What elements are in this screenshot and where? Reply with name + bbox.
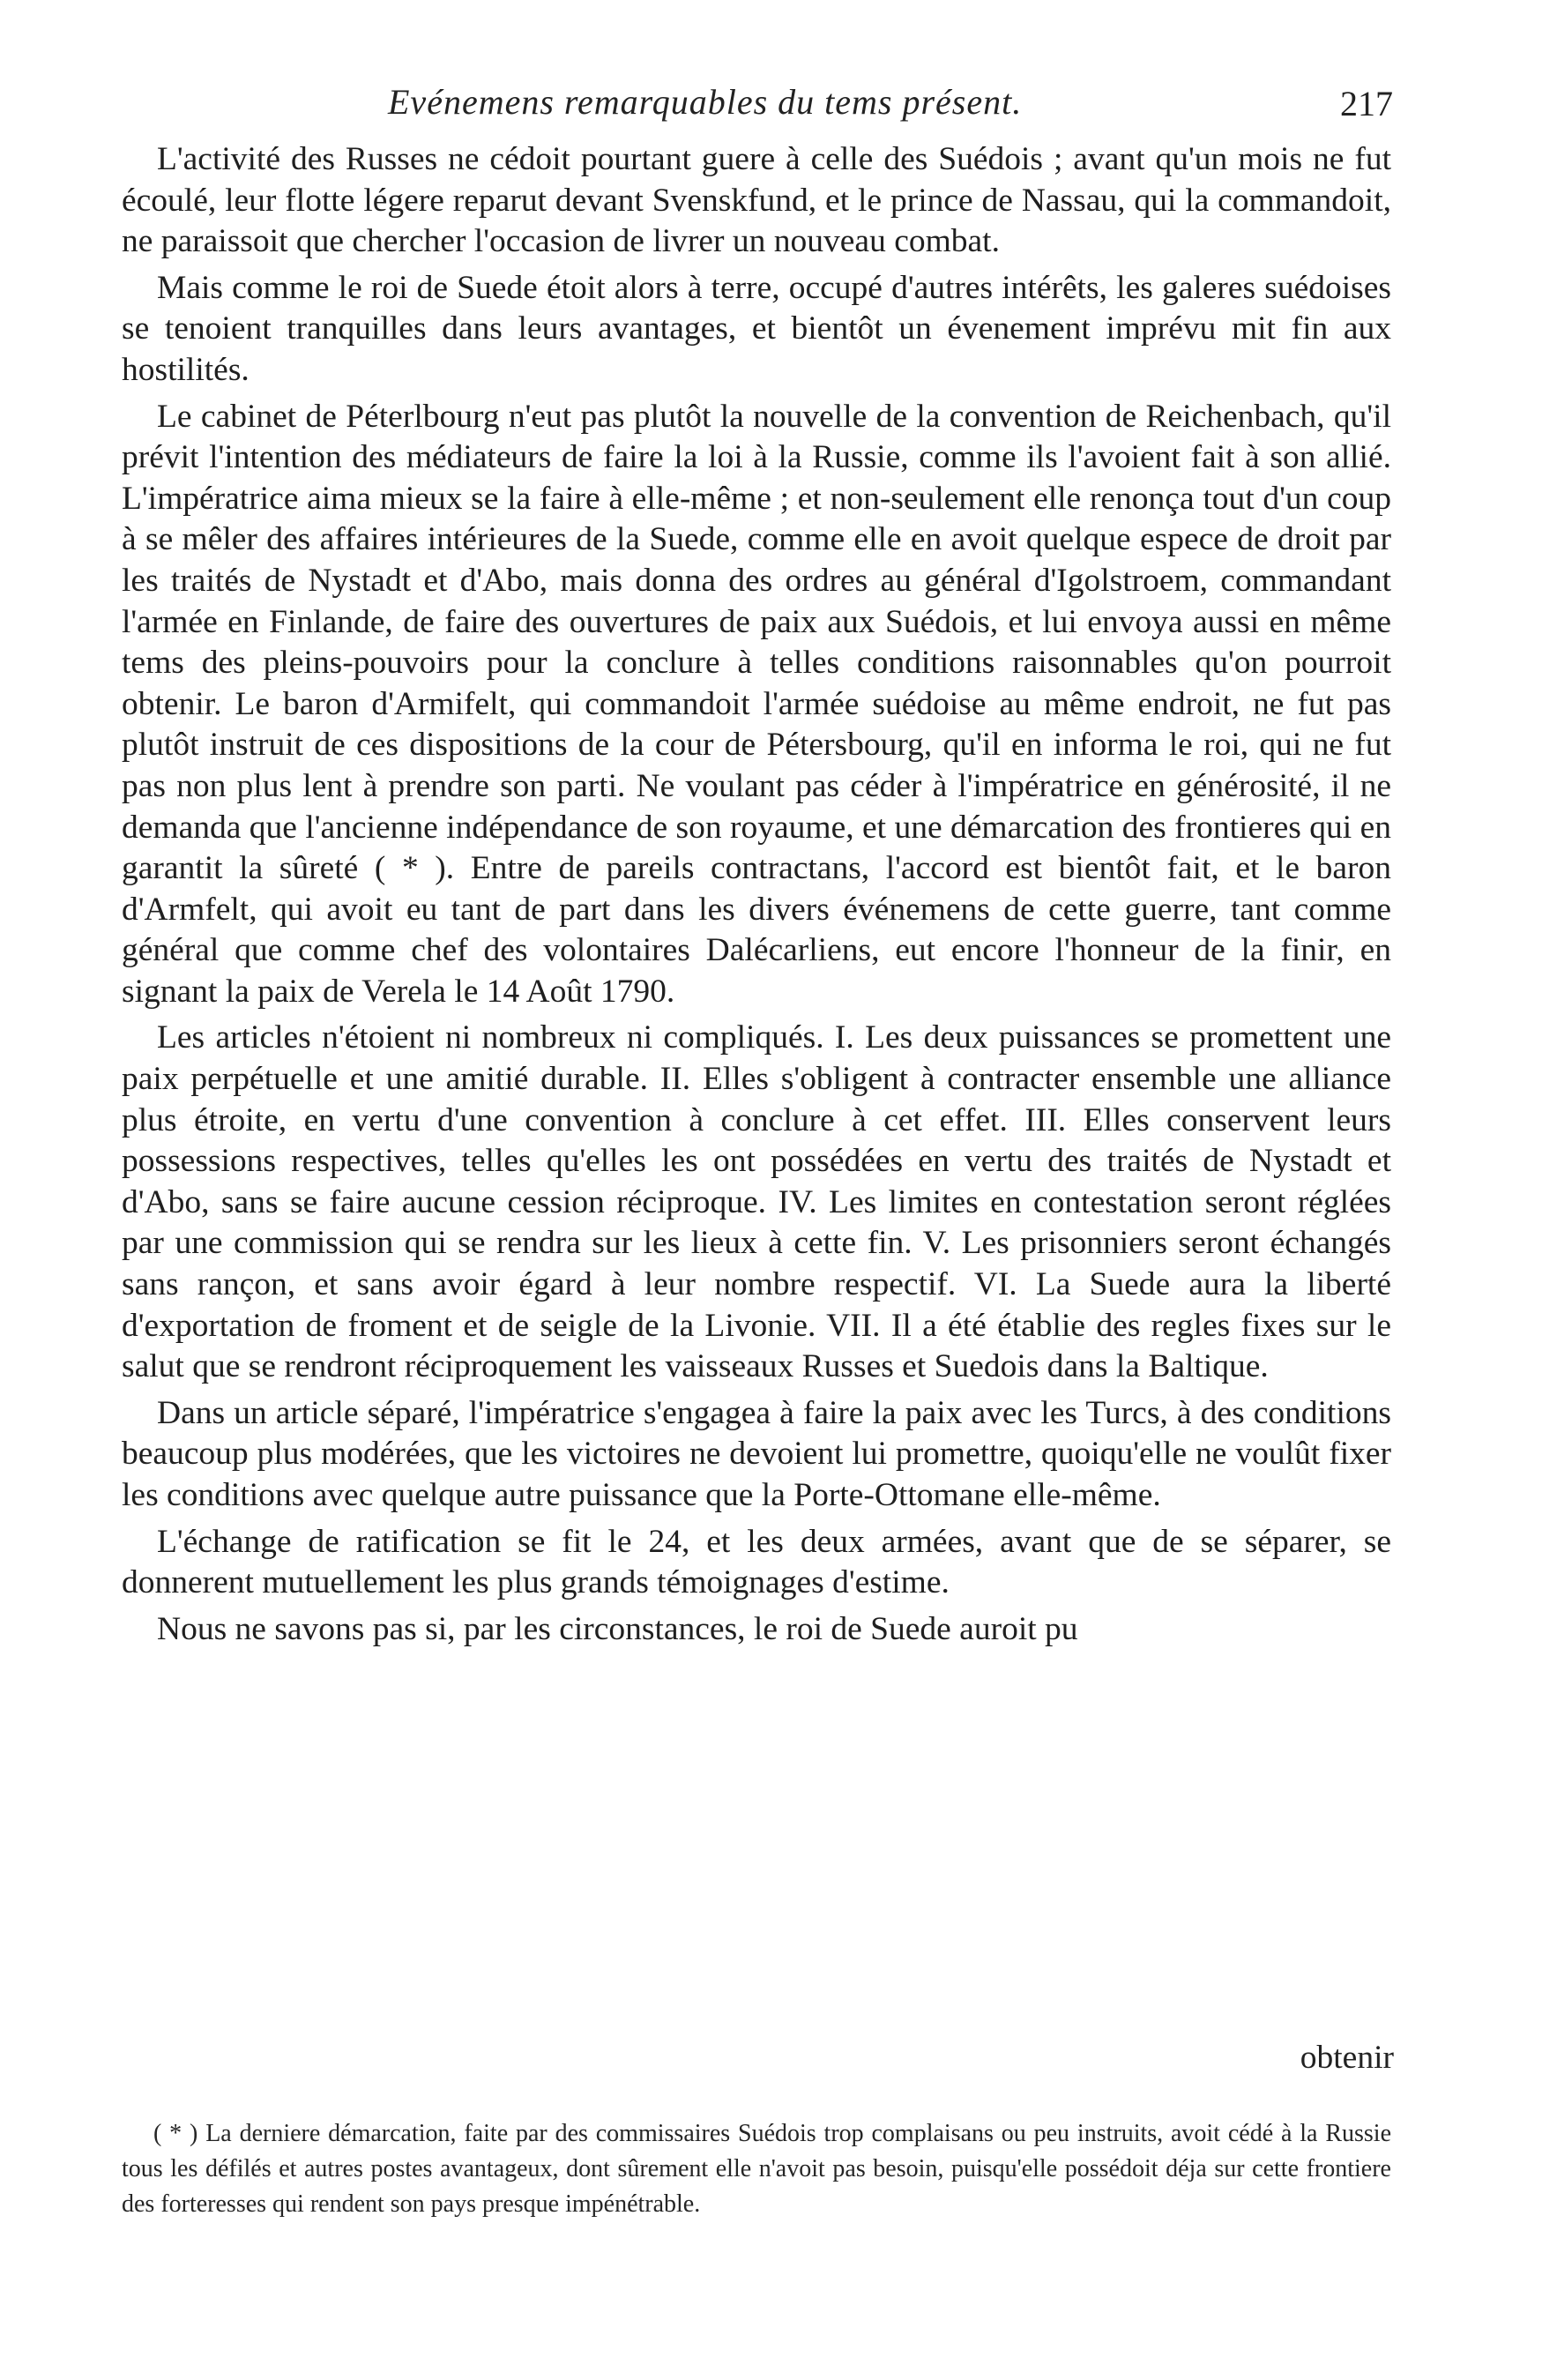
catchword: obtenir <box>1300 2040 1394 2076</box>
paragraph: Le cabinet de Péterlbourg n'eut pas plutôt la nouvelle de la convention de Reichenbach, qu'il prévit l'intention des médiateurs de faire la loi à la Russie, comme ils l'avoient fait à son allié. L'impératrice aima mieux se la faire à elle-même ; et non-seulement elle renonça tout d'un coup à se mêler des affaires intérieures de la Suede, comme elle en avoit quelque espece de droit par les traités de Nystadt et d'Abo, mais donna des ordres au général d'Igolstroem, commandant l'armée en Finlande, de faire des ouvertures de paix aux Suédois, et lui envoya aussi en même tems des pleins-pouvoirs pour la conclure à telles conditions raisonnables qu'on pourroit obtenir. Le baron d'Armifelt, qui commandoit l'armée suédoise au même endroit, ne fut pas plutôt instruit de ces dispositions de la cour de Pétersbourg, qu'il en informa le roi, qui ne fut pas non plus lent à prendre son parti. Ne voulant pas céder à l'impératrice en générosité, il ne demanda que l'ancienne indépendance de son royaume, et une démarcation des frontieres qui en garantit la sûreté ( * ). Entre de pareils contractans, l'accord est bientôt fait, et le baron d'Armfelt, qui avoit eu tant de part dans les divers événemens de cette guerre, tant comme général que comme chef des volontaires Dalécarliens, eut encore l'honneur de la finir, en signant la paix de Verela le 14 Août 1790. <box>122 398 1391 1010</box>
paragraph: Nous ne savons pas si, par les circonstances, le roi de Suede auroit pu <box>157 1610 1078 1647</box>
footnote: ( * ) La derniere démarcation, faite par des commissaires Suédois trop complaisans ou peu instruits, avoit cédé à la Russie tous les défilés et autres postes avantageux, dont sûrement elle n'avoit pas besoin, puisqu'elle possédoit déja sur cette frontiere des forteresses qui rendent son pays presque impénétrable. <box>122 2120 1391 2218</box>
paragraph: Dans un article séparé, l'impératrice s'engagea à faire la paix avec les Turcs, à des conditions beaucoup plus modérées, que les victoires ne devoient lui promettre, quoiqu'elle ne voulût fixer les conditions avec quelque autre puissance que la Porte-Ottomane elle-même. <box>122 1394 1391 1513</box>
paragraph: L'activité des Russes ne cédoit pourtant guere à celle des Suédois ; avant qu'un mois ne fut écoulé, leur flotte légere reparut devant Svenskfund, et le prince de Nassau, qui la commandoit, ne paraissoit que chercher l'occasion de livrer un nouveau combat. <box>122 141 1391 260</box>
body-text <box>122 139 1391 1655</box>
paragraph: Les articles n'étoient ni nombreux ni compliqués. I. Les deux puissances se promettent une paix perpétuelle et une amitié durable. II. Elles s'obligent à contracter ensemble une alliance plus étroite, en vertu d'une convention à conclure à cet effet. III. Elles conservent leurs possessions respectives, telles qu'elles les ont possédées en vertu des traités de Nystadt et d'Abo, sans se faire aucune cession réciproque. IV. Les limites en contestation seront réglées par une commission qui se rendra sur les lieux à cette fin. V. Les prisonniers seront échangés sans rançon, et sans avoir égard à leur nombre respectif. VI. La Suede aura la liberté d'exportation de froment et de seigle de la Livonie. VII. Il a été établie des regles fixes sur le salut que se rendront réciproquement les vaisseaux Russes et Suedois dans la Baltique. <box>122 1019 1391 1385</box>
running-head <box>115 81 1393 125</box>
page-number: 217 <box>1340 84 1393 123</box>
running-title: Evénemens remarquables du tems présent. <box>388 82 1023 122</box>
paragraph: L'échange de ratification se fit le 24, et les deux armées, avant que de se séparer, se donnerent mutuellement les plus grands témoignages d'estime. <box>122 1523 1391 1601</box>
paragraph: Mais comme le roi de Suede étoit alors à terre, occupé d'autres intérêts, les galeres suédoises se tenoient tranquilles dans leurs avantages, et bientôt un évenement imprévu mit fin aux hostilités. <box>122 269 1391 388</box>
